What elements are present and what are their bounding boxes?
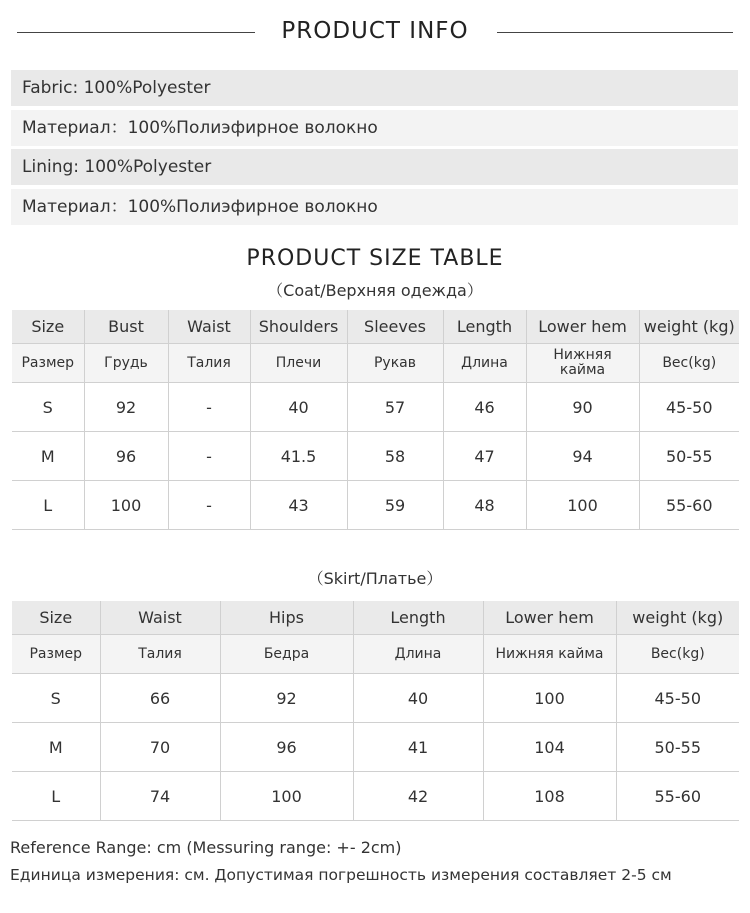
coat-header-ru-weight: Вес(kg) bbox=[639, 344, 739, 383]
skirt-header-waist: Waist bbox=[100, 601, 220, 635]
size-table-title: PRODUCT SIZE TABLE bbox=[246, 246, 504, 271]
skirt-cell: 50-55 bbox=[616, 723, 739, 772]
table-row bbox=[12, 674, 739, 723]
skirt-header-en bbox=[12, 601, 739, 635]
skirt-header-ru-size: Размер bbox=[12, 635, 100, 674]
coat-cell: 100 bbox=[84, 481, 168, 530]
coat-header-ru-bust: Грудь bbox=[84, 344, 168, 383]
skirt-header-size: Size bbox=[12, 601, 100, 635]
skirt-header-hips: Hips bbox=[220, 601, 353, 635]
table-row bbox=[12, 432, 739, 481]
coat-cell: - bbox=[168, 432, 250, 481]
skirt-cell: 45-50 bbox=[616, 674, 739, 723]
coat-header-weight: weight (kg) bbox=[639, 310, 739, 344]
coat-header-size: Size bbox=[12, 310, 84, 344]
skirt-cell: 92 bbox=[220, 674, 353, 723]
coat-header-sleeves: Sleeves bbox=[347, 310, 443, 344]
skirt-cell: 55-60 bbox=[616, 772, 739, 821]
coat-header-ru bbox=[12, 344, 739, 383]
skirt-header-length: Length bbox=[353, 601, 483, 635]
info-lining-ru: Материал：100%Полиэфирное волокно bbox=[11, 189, 738, 225]
reference-note-en: Reference Range: cm (Messuring range: +- 2cm) bbox=[10, 838, 402, 857]
skirt-header-ru-lower-hem: Нижняя кайма bbox=[483, 635, 616, 674]
coat-cell: - bbox=[168, 383, 250, 432]
skirt-cell: 104 bbox=[483, 723, 616, 772]
skirt-header-ru bbox=[12, 635, 739, 674]
skirt-cell: 96 bbox=[220, 723, 353, 772]
skirt-cell: M bbox=[12, 723, 100, 772]
coat-cell: M bbox=[12, 432, 84, 481]
skirt-cell: 74 bbox=[100, 772, 220, 821]
table-row bbox=[12, 481, 739, 530]
coat-cell: 94 bbox=[526, 432, 639, 481]
coat-cell: 50-55 bbox=[639, 432, 739, 481]
skirt-cell: L bbox=[12, 772, 100, 821]
coat-cell: 100 bbox=[526, 481, 639, 530]
coat-cell: 45-50 bbox=[639, 383, 739, 432]
coat-cell: L bbox=[12, 481, 84, 530]
skirt-header-ru-waist: Талия bbox=[100, 635, 220, 674]
coat-header-ru-size: Размер bbox=[12, 344, 84, 383]
info-fabric-ru: Материал：100%Полиэфирное волокно bbox=[11, 110, 738, 146]
coat-cell: 92 bbox=[84, 383, 168, 432]
coat-cell: 96 bbox=[84, 432, 168, 481]
coat-cell: 41.5 bbox=[250, 432, 347, 481]
skirt-cell: 41 bbox=[353, 723, 483, 772]
page-title: PRODUCT INFO bbox=[281, 18, 469, 44]
coat-cell: 46 bbox=[443, 383, 526, 432]
coat-header-ru-shoulders: Плечи bbox=[250, 344, 347, 383]
skirt-cell: 108 bbox=[483, 772, 616, 821]
skirt-cell: 100 bbox=[220, 772, 353, 821]
coat-header-ru-waist: Талия bbox=[168, 344, 250, 383]
skirt-cell: 42 bbox=[353, 772, 483, 821]
skirt-subtitle: （Skirt/Платье） bbox=[307, 569, 443, 588]
info-lining: Lining: 100%Polyester bbox=[11, 149, 738, 185]
coat-cell: 43 bbox=[250, 481, 347, 530]
coat-size-table bbox=[12, 310, 739, 530]
coat-header-ru-length: Длина bbox=[443, 344, 526, 383]
coat-cell: 40 bbox=[250, 383, 347, 432]
skirt-cell: 100 bbox=[483, 674, 616, 723]
coat-header-waist: Waist bbox=[168, 310, 250, 344]
skirt-header-weight: weight (kg) bbox=[616, 601, 739, 635]
coat-cell: 90 bbox=[526, 383, 639, 432]
coat-cell: 55-60 bbox=[639, 481, 739, 530]
coat-cell: 59 bbox=[347, 481, 443, 530]
coat-header-lower-hem: Lower hem bbox=[526, 310, 639, 344]
coat-cell: 48 bbox=[443, 481, 526, 530]
coat-header-ru-lower-hem: Нижняя кайма bbox=[526, 344, 639, 383]
coat-header-shoulders: Shoulders bbox=[250, 310, 347, 344]
coat-header-bust: Bust bbox=[84, 310, 168, 344]
skirt-cell: 40 bbox=[353, 674, 483, 723]
table-row bbox=[12, 772, 739, 821]
skirt-cell: S bbox=[12, 674, 100, 723]
skirt-header-ru-length: Длина bbox=[353, 635, 483, 674]
skirt-header-ru-weight: Вес(kg) bbox=[616, 635, 739, 674]
info-fabric: Fabric: 100%Polyester bbox=[11, 70, 738, 106]
coat-cell: - bbox=[168, 481, 250, 530]
skirt-cell: 66 bbox=[100, 674, 220, 723]
skirt-header-lower-hem: Lower hem bbox=[483, 601, 616, 635]
coat-cell: 47 bbox=[443, 432, 526, 481]
table-row bbox=[12, 383, 739, 432]
coat-header-ru-sleeves: Рукав bbox=[347, 344, 443, 383]
coat-header-length: Length bbox=[443, 310, 526, 344]
skirt-header-ru-hips: Бедра bbox=[220, 635, 353, 674]
reference-note-ru: Единица измерения: см. Допустимая погрешность измерения составляет 2-5 см bbox=[10, 866, 672, 884]
coat-subtitle: （Coat/Верхняя одежда） bbox=[267, 281, 483, 300]
coat-cell: 57 bbox=[347, 383, 443, 432]
coat-header-en bbox=[12, 310, 739, 344]
skirt-size-table bbox=[12, 601, 739, 821]
header-rule-right bbox=[497, 32, 733, 33]
skirt-cell: 70 bbox=[100, 723, 220, 772]
table-row bbox=[12, 723, 739, 772]
coat-cell: S bbox=[12, 383, 84, 432]
coat-cell: 58 bbox=[347, 432, 443, 481]
